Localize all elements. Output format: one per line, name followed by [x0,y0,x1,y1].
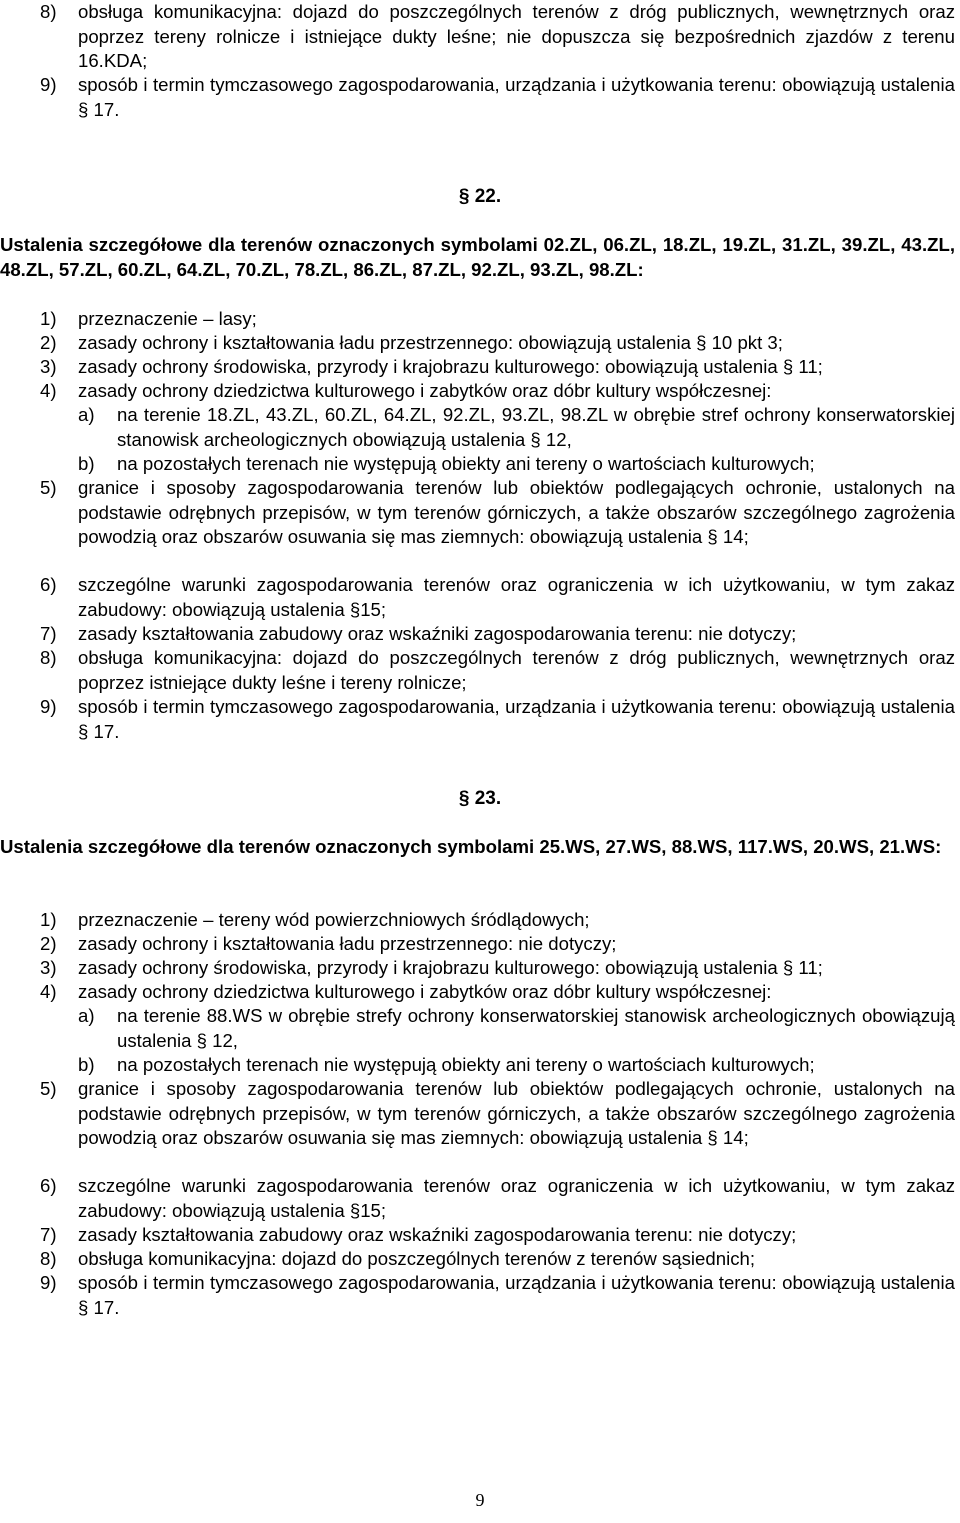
item-number: 6) [40,574,57,595]
item-text: zasady ochrony i kształtowania ładu przestrzennego: nie dotyczy; [78,933,617,954]
item-text: sposób i termin tymczasowego zagospodarowania, urządzania i użytkowania terenu: obowiązują ustalenia § 17. [78,696,955,742]
sub-item-letter: a) [78,1005,95,1026]
section-number: § 22. [458,186,502,207]
item-text: szczególne warunki zagospodarowania terenów oraz ograniczenia w ich użytkowaniu, w tym zakaz zabudowy: obowiązują ustalenia §15; [78,574,955,620]
item-text: sposób i termin tymczasowego zagospodarowania, urządzania i użytkowania terenu: obowiązują ustalenia § 17. [78,1272,955,1318]
item-number: 5) [40,477,57,498]
sub-item-text: na terenie 18.ZL, 43.ZL, 60.ZL, 64.ZL, 92.ZL, 93.ZL, 98.ZL w obrębie stref ochrony konserwatorskiej stanowisk archeologicznych obowiązują ustalenia § 12, [117,404,955,450]
item-text: sposób i termin tymczasowego zagospodarowania, urządzania i użytkowania terenu: obowiązują ustalenia § 17. [78,74,955,120]
list-item [40,307,955,332]
sub-item-letter: b) [78,453,95,474]
list-item [40,73,955,122]
item-number: 3) [40,356,57,377]
item-number: 7) [40,623,57,644]
sub-item-text: na terenie 88.WS w obrębie strefy ochrony konserwatorskiej stanowisk archeologicznych obowiązują ustalenia § 12, [117,1005,955,1051]
list-item [40,379,955,404]
sub-item-letter: a) [78,404,95,425]
item-text: zasady ochrony środowiska, przyrody i krajobrazu kulturowego: obowiązują ustalenia § 11; [78,957,823,978]
item-text: granice i sposoby zagospodarowania terenów lub obiektów podlegających ochronie, ustalonych na podstawie odrębnych przepisów, w tym terenów górniczych, a także obszarów szczególnego zagrożenia powodzią oraz obszarów osuwania się mas ziemnych: obowiązują ustalenia § 14; [78,1078,955,1148]
list-item [40,1247,955,1272]
item-number: 4) [40,380,57,401]
item-number: 3) [40,957,57,978]
list-item [40,695,955,744]
sub-item [78,403,955,452]
item-number: 2) [40,332,57,353]
item-number: 4) [40,981,57,1002]
item-text: granice i sposoby zagospodarowania terenów lub obiektów podlegających ochronie, ustalonych na podstawie odrębnych przepisów, w tym terenów górniczych, a także obszarów szczególnego zagrożenia powodzią oraz obszarów osuwania się mas ziemnych: obowiązują ustalenia § 14; [78,477,955,547]
list-item [40,956,955,981]
item-number: 1) [40,909,57,930]
item-text: przeznaczenie – tereny wód powierzchniowych śródlądowych; [78,909,590,930]
item-number: 1) [40,308,57,329]
list-item [40,1223,955,1248]
item-number: 9) [40,74,57,95]
sub-item-text: na pozostałych terenach nie występują obiekty ani tereny o wartościach kulturowych; [117,1054,815,1075]
list-item [40,573,955,622]
item-text: zasady kształtowania zabudowy oraz wskaźniki zagospodarowania terenu: nie dotyczy; [78,1224,797,1245]
item-number: 8) [40,1248,57,1269]
item-text: zasady ochrony i kształtowania ładu przestrzennego: obowiązują ustalenia § 10 pkt 3; [78,332,783,353]
item-text: zasady kształtowania zabudowy oraz wskaźniki zagospodarowania terenu: nie dotyczy; [78,623,797,644]
list-item [40,476,955,550]
list-item [40,1077,955,1151]
sub-item-text: na pozostałych terenach nie występują obiekty ani tereny o wartościach kulturowych; [117,453,815,474]
list-item [40,0,955,74]
item-number: 2) [40,933,57,954]
item-text: zasady ochrony dziedzictwa kulturowego i zabytków oraz dóbr kultury współczesnej: [78,981,772,1002]
item-text: zasady ochrony dziedzictwa kulturowego i zabytków oraz dóbr kultury współczesnej: [78,380,772,401]
item-number: 6) [40,1175,57,1196]
page-number: 9 [475,1490,485,1510]
item-number: 7) [40,1224,57,1245]
sub-item [78,452,955,477]
item-text: obsługa komunikacyjna: dojazd do poszczególnych terenów z dróg publicznych, wewnętrznych oraz poprzez istniejące dukty leśne i tereny rolnicze; [78,647,955,693]
list-item [40,622,955,647]
list-item [40,980,955,1005]
item-number: 9) [40,1272,57,1293]
section-heading: Ustalenia szczegółowe dla terenów oznaczonych symbolami 25.WS, 27.WS, 88.WS, 117.WS, 20.WS, 21.WS: [0,836,942,857]
section-number: § 23. [458,788,502,809]
item-text: szczególne warunki zagospodarowania terenów oraz ograniczenia w ich użytkowaniu, w tym zakaz zabudowy: obowiązują ustalenia §15; [78,1175,955,1221]
list-item [40,1271,955,1320]
sub-item [78,1053,955,1078]
item-number: 8) [40,1,57,22]
list-item [40,646,955,695]
sub-item-letter: b) [78,1054,95,1075]
list-item [40,1174,955,1223]
list-item [40,331,955,356]
item-number: 8) [40,647,57,668]
item-text: obsługa komunikacyjna: dojazd do poszczególnych terenów z dróg publicznych, wewnętrznych oraz poprzez tereny rolnicze i istniejące dukty leśne; nie dopuszcza się bezpośrednich zjazdów z terenu 16.KDA; [78,1,955,71]
list-item [40,932,955,957]
item-text: zasady ochrony środowiska, przyrody i krajobrazu kulturowego: obowiązują ustalenia § 11; [78,356,823,377]
item-text: obsługa komunikacyjna: dojazd do poszczególnych terenów z terenów sąsiednich; [78,1248,756,1269]
list-item [40,355,955,380]
item-number: 5) [40,1078,57,1099]
sub-item [78,1004,955,1053]
section-heading: Ustalenia szczegółowe dla terenów oznaczonych symbolami 02.ZL, 06.ZL, 18.ZL, 19.ZL, 31.ZL, 39.ZL, 43.ZL, 48.ZL, 57.ZL, 60.ZL, 64.ZL, 70.ZL, 78.ZL, 86.ZL, 87.ZL, 92.ZL, 93.ZL, 98.ZL: [0,234,955,280]
item-text: przeznaczenie – lasy; [78,308,257,329]
item-number: 9) [40,696,57,717]
list-item [40,908,955,933]
